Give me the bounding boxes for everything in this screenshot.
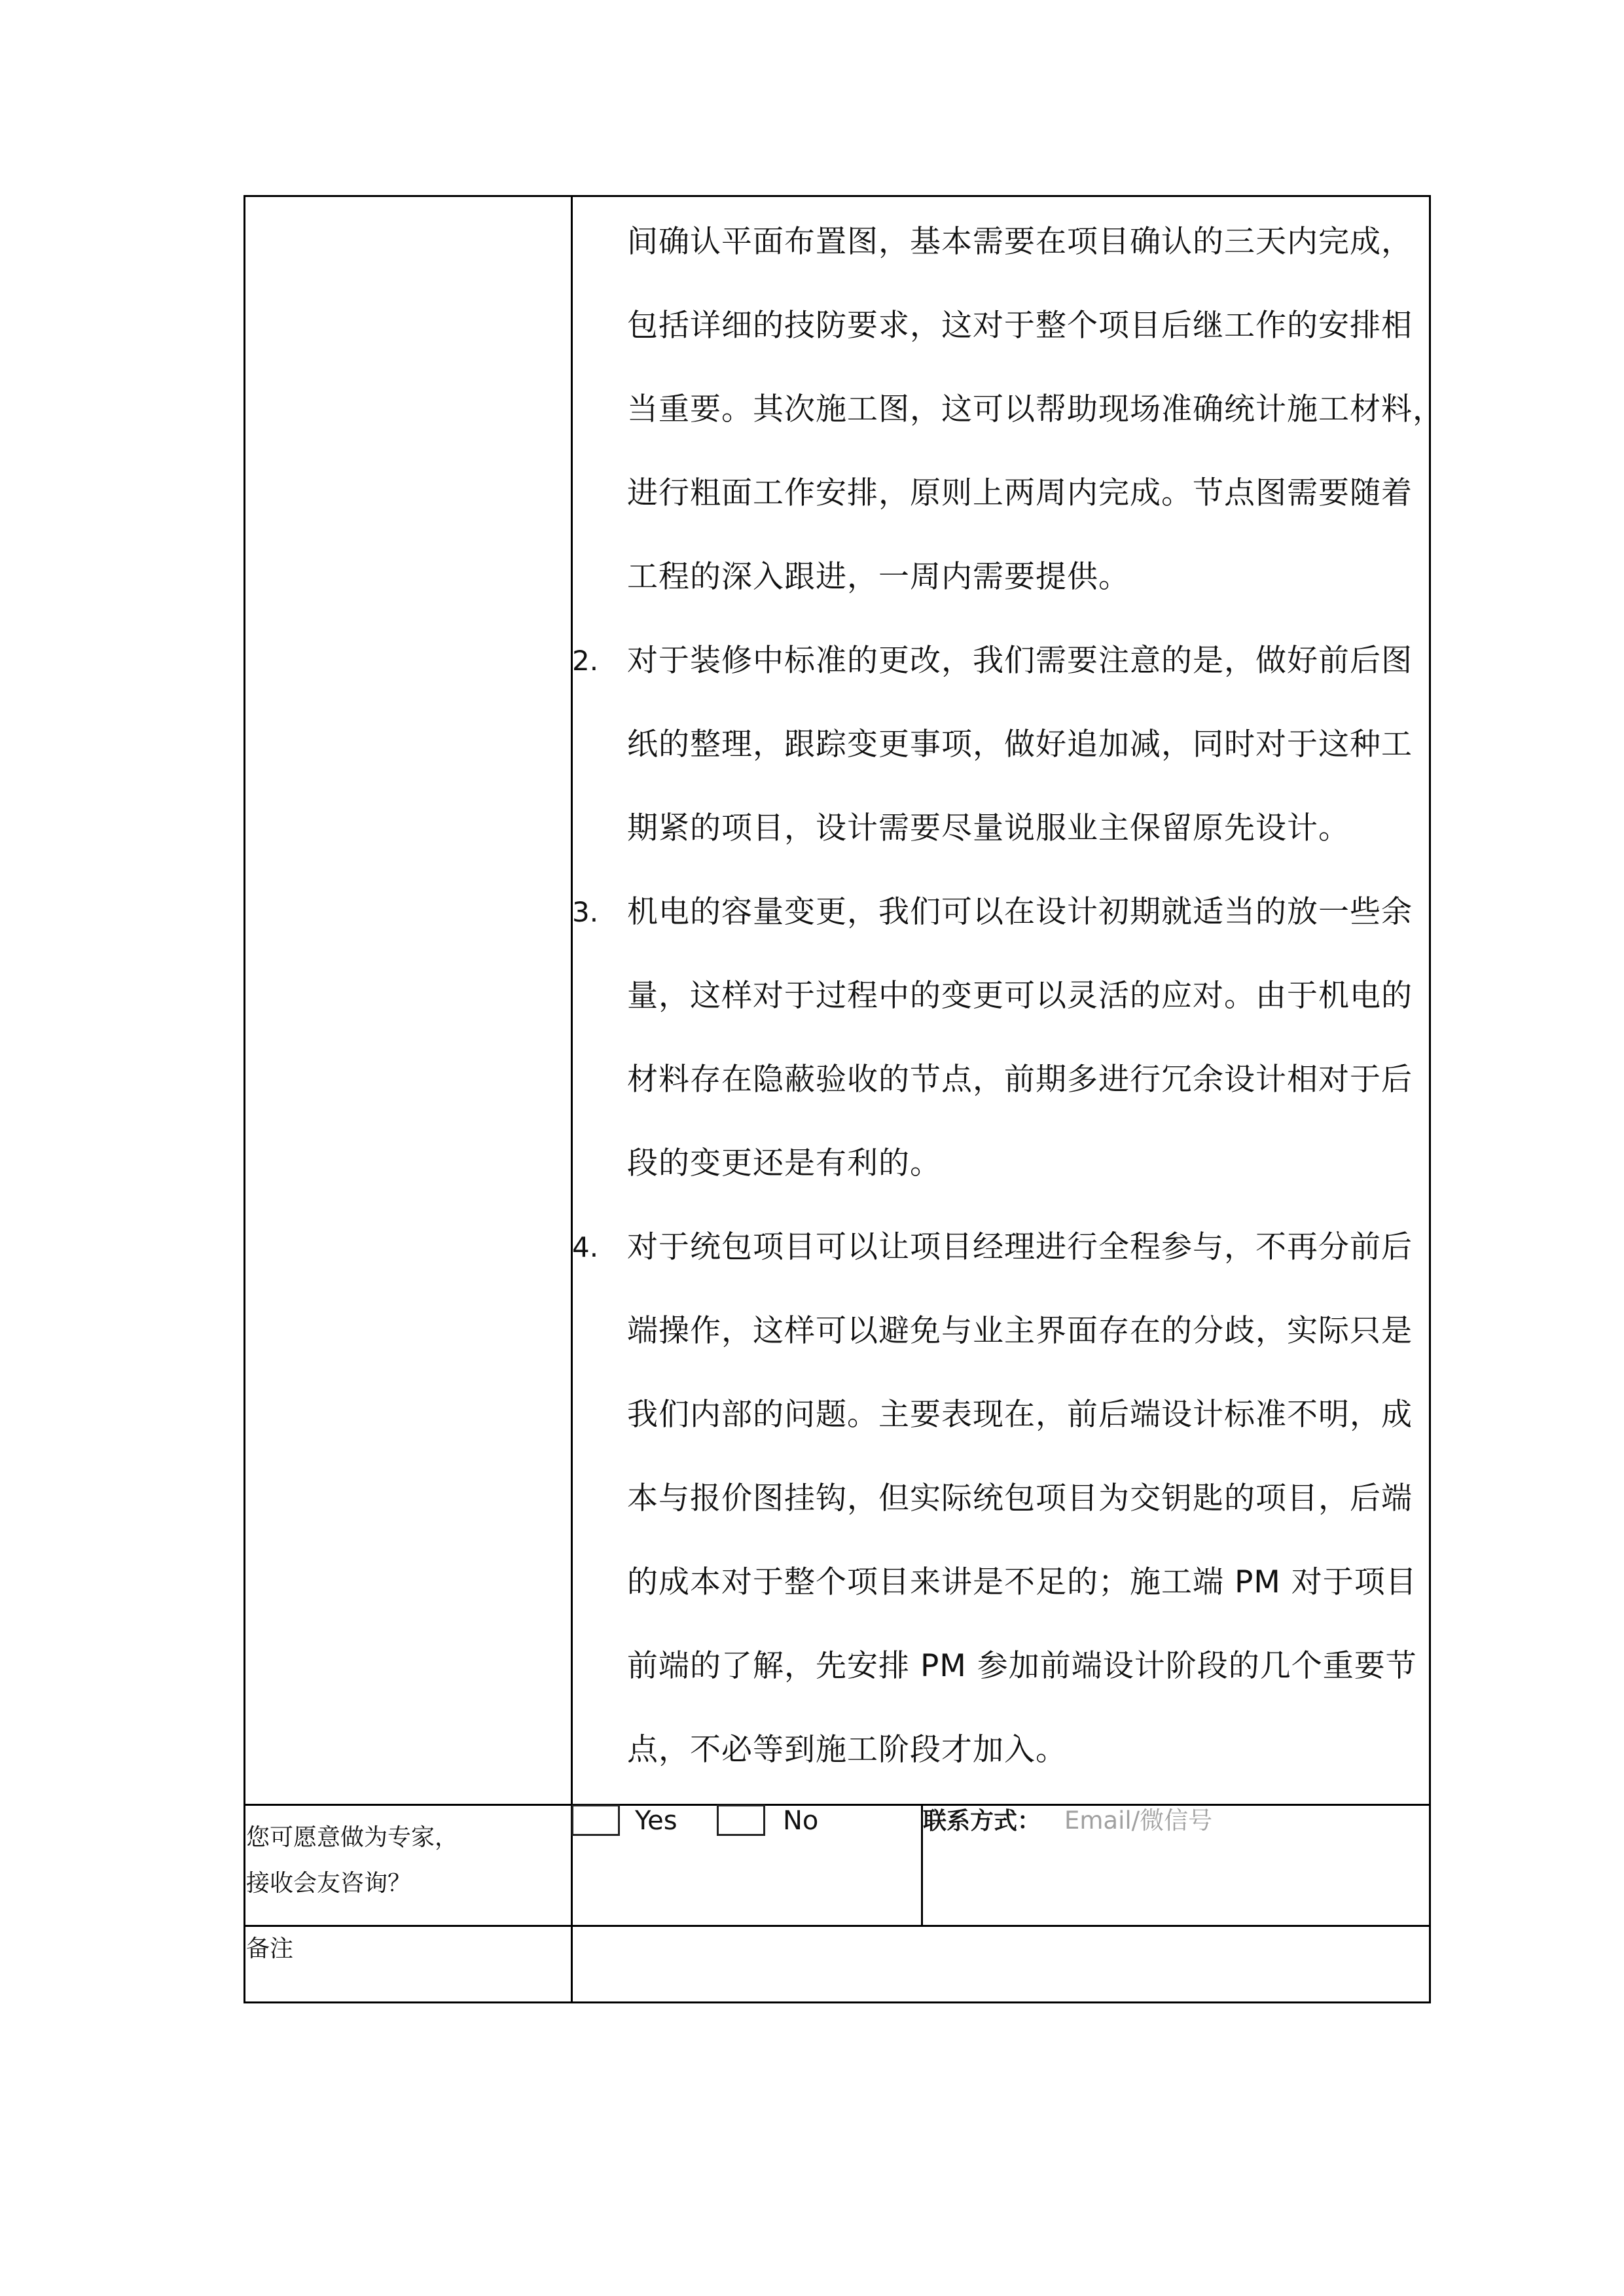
paragraph-line: 间确认平面布置图，基本需要在项目确认的三天内完成， [627,224,1413,260]
paragraph-line: 纸的整理，跟踪变更事项，做好追加减，同时对于这种工 [627,726,1413,762]
contact-label: 联系方式： [923,1807,1041,1835]
paragraph-line: 期紧的项目，设计需要尽量说服业主保留原先设计。 [627,810,1350,846]
consult-question-line2: 接收会友咨询？ [246,1870,412,1897]
paragraph-line: 点，不必等到施工阶段才加入。 [627,1732,1067,1768]
remarks-label: 备注 [246,1935,294,1962]
list-number: 4. [572,1231,599,1263]
consult-question-line1: 您可愿意做为专家， [246,1824,459,1851]
column-divider [571,197,573,2001]
paragraph-line: 端操作，这样可以避免与业主界面存在的分歧，实际只是 [627,1313,1413,1349]
paragraph-line: 当重要。其次施工图，这可以帮助现场准确统计施工材料， [627,391,1444,427]
paragraph-line: 包括详细的技防要求，这对于整个项目后继工作的安排相 [627,308,1413,344]
paragraph-line: 对于装修中标准的更改，我们需要注意的是，做好前后图 [627,643,1413,679]
yes-label: Yes [635,1806,677,1836]
paragraph-line: 量，这样对于过程中的变更可以灵活的应对。由于机电的 [627,978,1413,1014]
paragraph-line: 段的变更还是有利的。 [627,1145,941,1181]
yes-checkbox[interactable] [571,1804,620,1836]
paragraph-line: 机电的容量变更，我们可以在设计初期就适当的放一些余 [627,894,1413,930]
paragraph-line: 进行粗面工作安排，原则上两周内完成。节点图需要随着 [627,475,1413,511]
paragraph-line: 本与报价图挂钩，但实际统包项目为交钥匙的项目，后端 [627,1480,1413,1516]
paragraph-line: 对于统包项目可以让项目经理进行全程参与，不再分前后 [627,1229,1413,1265]
paragraph-line: 的成本对于整个项目来讲是不足的；施工端 PM 对于项目 [627,1564,1417,1600]
paragraph-line: 工程的深入跟进，一周内需要提供。 [627,559,1130,595]
remarks-field[interactable] [571,1926,1429,2001]
no-checkbox[interactable] [717,1804,765,1836]
paragraph-line: 材料存在隐蔽验收的节点，前期多进行冗余设计相对于后 [627,1062,1413,1098]
list-number: 3. [572,896,599,928]
contact-input[interactable]: Email/微信号 [1064,1806,1213,1835]
no-label: No [783,1806,819,1836]
paragraph-line: 我们内部的问题。主要表现在，前后端设计标准不明，成 [627,1397,1413,1433]
list-number: 2. [572,645,599,677]
paragraph-line: 前端的了解，先安排 PM 参加前端设计阶段的几个重要节 [627,1648,1417,1684]
row-divider-consult [245,1804,1429,1806]
